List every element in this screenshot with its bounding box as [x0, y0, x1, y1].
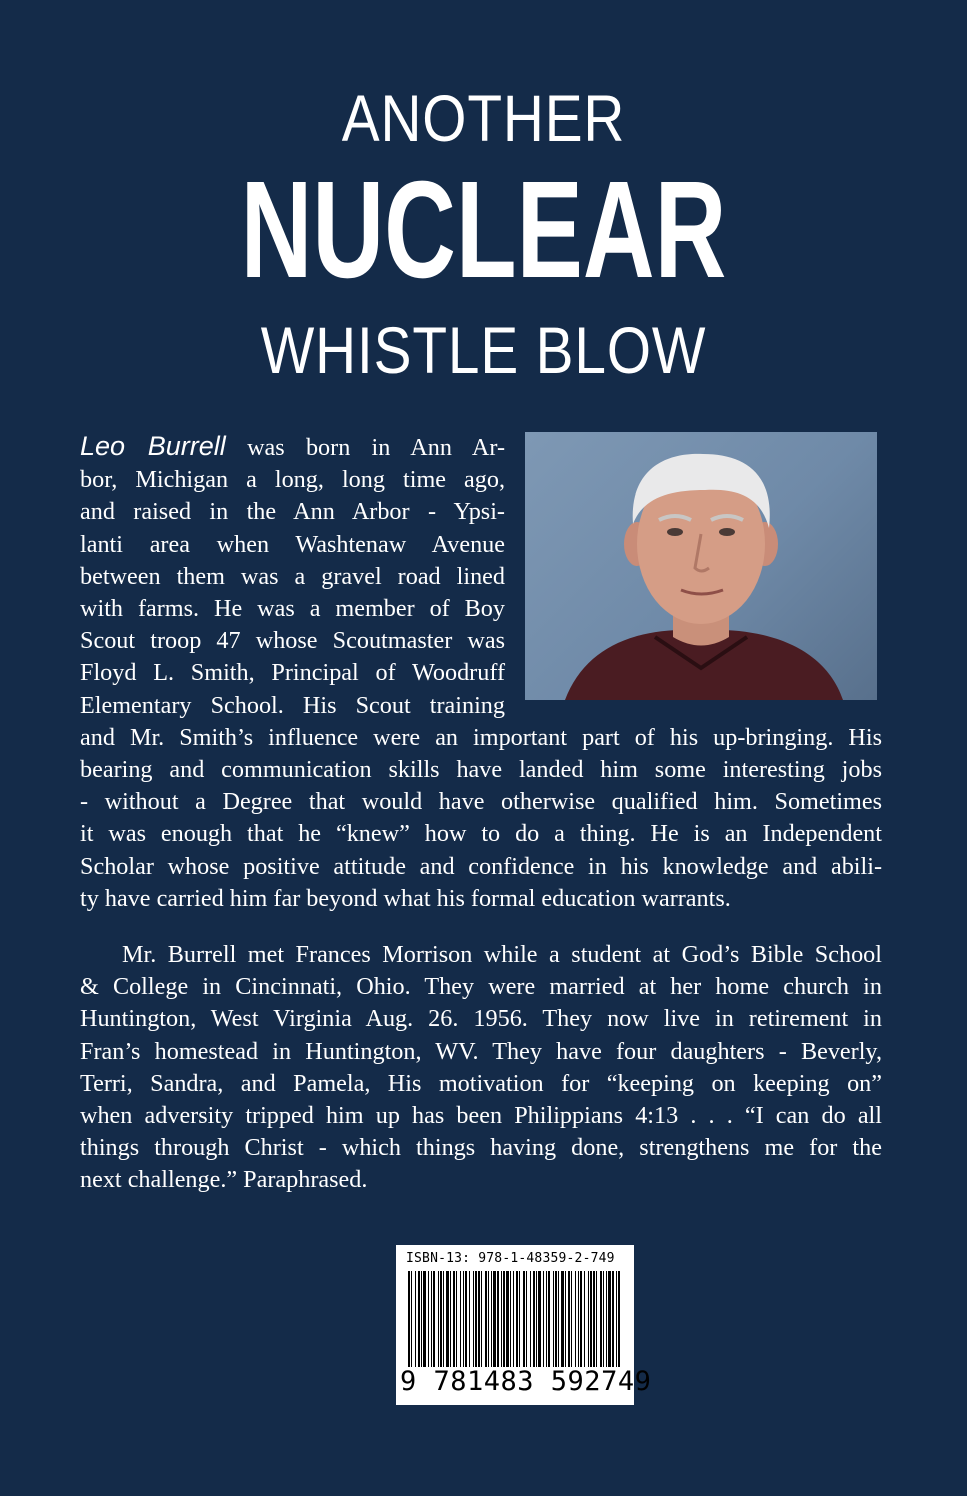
barcode-bar [503, 1271, 505, 1367]
barcode-bar [475, 1271, 477, 1367]
barcode-bar [523, 1271, 525, 1367]
barcode-bar [443, 1271, 444, 1367]
barcode-bar [533, 1271, 535, 1367]
bio-line: bor, Michigan a long, long time ago, [80, 466, 505, 494]
barcode-bar [478, 1271, 480, 1367]
barcode-bar [571, 1271, 572, 1367]
barcode-bar [536, 1271, 537, 1367]
isbn-barcode [396, 1245, 652, 1405]
barcode-bar [453, 1271, 455, 1367]
barcode-bar [606, 1271, 607, 1367]
barcode-bar [546, 1271, 547, 1367]
barcode-bar [596, 1271, 597, 1367]
barcode-bar [565, 1271, 566, 1367]
barcode-bar [450, 1271, 451, 1367]
barcode-bar [418, 1271, 420, 1367]
bio-paragraph-2 [80, 939, 882, 1197]
barcode-bar [590, 1271, 592, 1367]
bio-line: Fran’s homestead in Huntington, WV. They have four daughters - Beverly, [80, 1037, 882, 1065]
barcode-bar [465, 1271, 467, 1367]
barcode-bar [618, 1271, 620, 1367]
barcode-bar [548, 1271, 550, 1367]
bio-line: Elementary School. His Scout training [80, 691, 505, 719]
bio-line: and raised in the Ann Arbor - Ypsi- [80, 498, 505, 526]
barcode-bar [485, 1271, 487, 1367]
barcode-bar [588, 1271, 589, 1367]
bio-line: it was enough that he “knew” how to do a thing. He is an Independent [80, 820, 882, 848]
barcode-bar [600, 1271, 602, 1367]
barcode-bar [497, 1271, 499, 1367]
bio-line: bearing and communication skills have landed him some interesting jobs [80, 756, 882, 784]
barcode-bar [608, 1271, 611, 1367]
bio-paragraph-1 [80, 430, 882, 915]
barcode-bar [561, 1271, 564, 1367]
author-name: Leo Burrell [80, 431, 226, 461]
barcode-bar [428, 1271, 429, 1367]
title-line-whistle-blow: WHISTLE BLOW [260, 313, 707, 387]
bio-line: between them was a gravel road lined [80, 562, 505, 590]
bio-line: things through Christ - which things having done, strengthens me for the [80, 1134, 882, 1162]
barcode-bar [616, 1271, 617, 1367]
bio-line: next challenge.” Paraphrased. [80, 1166, 368, 1194]
bio-line: Terri, Sandra, and Pamela, His motivation for “keeping on keeping on” [80, 1069, 882, 1097]
barcode-bar [558, 1271, 559, 1367]
barcode-bar [530, 1271, 531, 1367]
barcode-bar [415, 1271, 416, 1367]
barcode-bar [603, 1271, 604, 1367]
barcode-bar [543, 1271, 544, 1367]
title-line-another: ANOTHER [341, 81, 626, 155]
barcode-bar [526, 1271, 527, 1367]
barcode-bar [538, 1271, 541, 1367]
bio-line: Mr. Burrell met Frances Morrison while a student at God’s Bible School [122, 941, 882, 968]
barcode-bar [513, 1271, 514, 1367]
barcode-bar [460, 1271, 461, 1367]
barcode-bar [510, 1271, 511, 1367]
bio-line: Floyd L. Smith, Principal of Woodruff [80, 659, 505, 687]
barcode-bar [456, 1271, 457, 1367]
bio-line: ty have carried him far beyond what his formal education warrants. [80, 884, 731, 912]
bio-line: - without a Degree that would have otherwise qualified him. Sometimes [80, 788, 882, 816]
barcode-bar [469, 1271, 470, 1367]
barcode-bar [519, 1271, 520, 1367]
barcode-bar [493, 1271, 496, 1367]
barcode-bar [463, 1271, 464, 1367]
barcode-bar [408, 1271, 410, 1367]
barcode-bar [516, 1271, 518, 1367]
barcode-bar [446, 1271, 449, 1367]
barcode-bar [584, 1271, 585, 1367]
barcode-bar [506, 1271, 509, 1367]
ean-digits: 9 781483 592749 [400, 1366, 652, 1397]
isbn-label: ISBN-13: 978-1-48359-2-749 [406, 1251, 615, 1266]
bio-line: Scout troop 47 whose Scoutmaster was [80, 627, 505, 655]
barcode-bar [440, 1271, 442, 1367]
bio-line: and Mr. Smith’s influence were an important part of his up-bringing. His [80, 723, 882, 751]
bio-line: Huntington, West Virginia Aug. 26. 1956. They now live in retirement in [80, 1005, 882, 1033]
barcode-bar [473, 1271, 474, 1367]
barcode-bar [612, 1271, 614, 1367]
barcode-bar [481, 1271, 482, 1367]
barcode-bar [568, 1271, 570, 1367]
bio-line: Scholar whose positive attitude and confidence in his knowledge and abili- [80, 852, 882, 880]
barcode-bar [553, 1271, 554, 1367]
barcode-bar [421, 1271, 422, 1367]
barcode-bar [575, 1271, 576, 1367]
barcode-bar [491, 1271, 492, 1367]
barcode-bar [431, 1271, 432, 1367]
barcode-bar [488, 1271, 489, 1367]
barcode-bar [433, 1271, 435, 1367]
bio-line: with farms. He was a member of Boy [80, 595, 505, 623]
barcode-bar [580, 1271, 582, 1367]
barcode-bar [411, 1271, 412, 1367]
bio-line: was born in Ann Ar- [225, 434, 505, 461]
title-line-nuclear: NUCLEAR [240, 153, 727, 307]
bio-line: when adversity tripped him up has been Philippians 4:13 . . . “I can do all [80, 1102, 882, 1130]
bio-line: & College in Cincinnati, Ohio. They were married at her home church in [80, 973, 882, 1001]
barcode-bar [438, 1271, 439, 1367]
bio-line: lanti area when Washtenaw Avenue [80, 530, 505, 558]
barcode-bar [593, 1271, 595, 1367]
barcode-bar [501, 1271, 502, 1367]
barcode-bar [578, 1271, 579, 1367]
barcode-bar [423, 1271, 426, 1367]
barcode-bars [408, 1271, 622, 1367]
barcode-bar [555, 1271, 557, 1367]
